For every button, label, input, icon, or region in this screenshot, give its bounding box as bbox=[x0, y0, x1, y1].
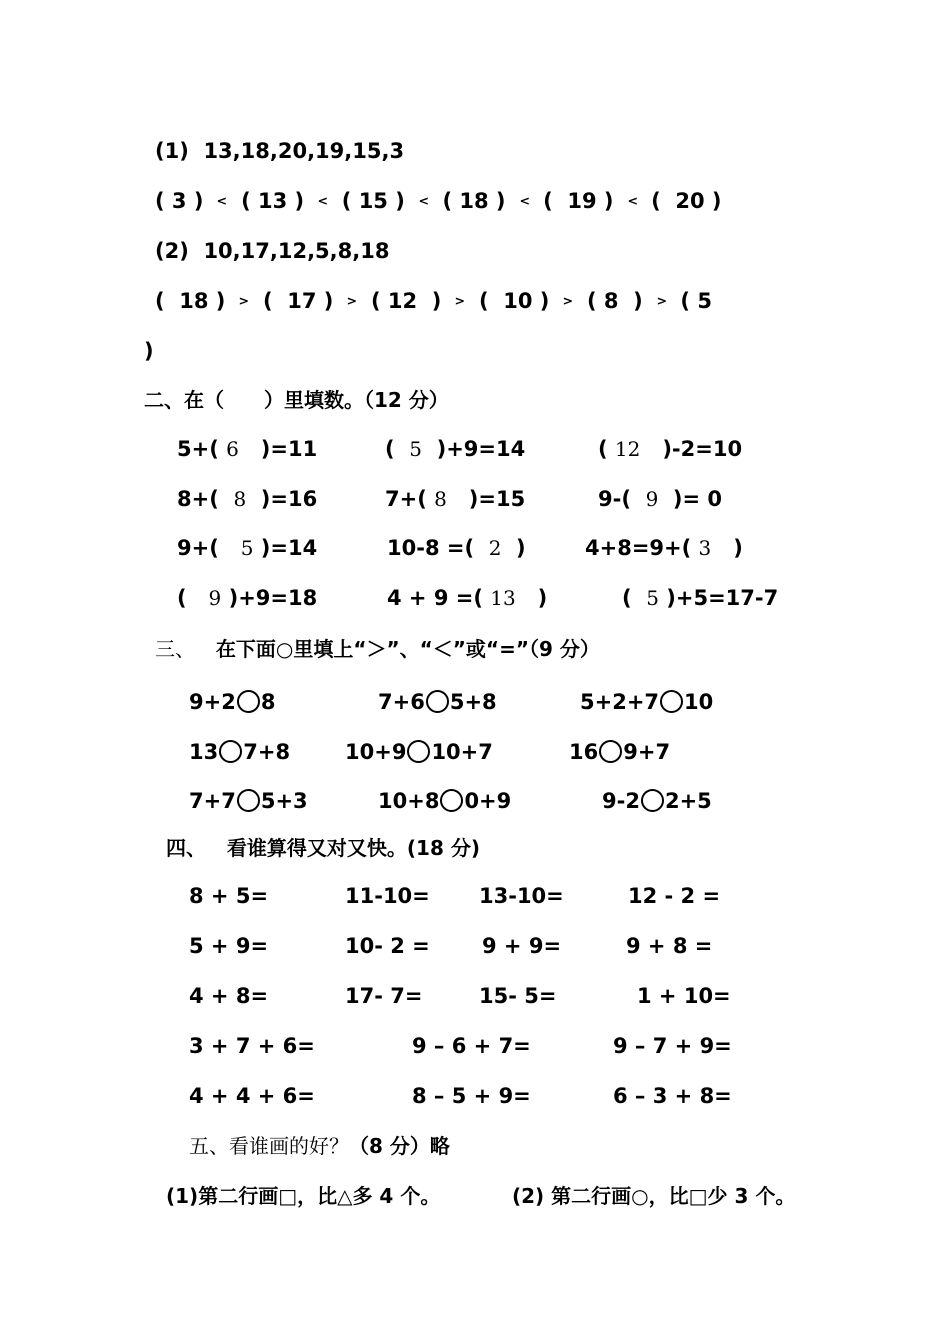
compare-1b: 7+6 5+8 bbox=[378, 690, 497, 714]
fill-row-4b: 4 + 9 =( 13 ) bbox=[387, 586, 548, 610]
compare-3c: 9-2 2+5 bbox=[602, 789, 712, 813]
fill-row-1c: ( 12 )-2=10 bbox=[598, 437, 743, 461]
compare-1a: 9+2 8 bbox=[189, 690, 276, 714]
blank-circle[interactable] bbox=[660, 690, 683, 713]
section5-title: 五、看谁画的好？（8 分）略 bbox=[189, 1134, 450, 1158]
compare-2b: 10+9 10+7 bbox=[345, 740, 493, 764]
fill-row-1b: ( 5 )+9=14 bbox=[385, 437, 526, 461]
q2-line: (2) 10,17,12,5,8,18 bbox=[155, 239, 390, 263]
calc-4a: 3 + 7 + 6= bbox=[189, 1034, 315, 1058]
calc-3a: 4 + 8= bbox=[189, 984, 269, 1008]
order-descending-row: ( 18 ) > ( 17 ) > ( 12 ) > ( 10 ) > ( 8 ) > ( 5 bbox=[155, 289, 712, 313]
order-ascending-row: ( 3 ) < ( 13 ) < ( 15 ) < ( 18 ) < ( 19 ) < ( 20 ) bbox=[155, 189, 722, 213]
section2-title: 二、在（ ）里填数。（12 分） bbox=[144, 388, 449, 412]
blank-circle[interactable] bbox=[237, 789, 260, 812]
calc-2c: 9 + 9= bbox=[482, 934, 562, 958]
calc-2b: 10- 2 = bbox=[345, 934, 430, 958]
calc-1a: 8 + 5= bbox=[189, 884, 269, 908]
calc-3d: 1 + 10= bbox=[637, 984, 731, 1008]
fill-row-2a: 8+( 8 )=16 bbox=[177, 487, 318, 511]
calc-1b: 11-10= bbox=[345, 884, 430, 908]
calc-3b: 17- 7= bbox=[345, 984, 423, 1008]
blank-circle[interactable] bbox=[237, 690, 260, 713]
compare-2a: 13 7+8 bbox=[189, 740, 291, 764]
calc-5c: 6 – 3 + 8= bbox=[613, 1084, 732, 1108]
blank-circle[interactable] bbox=[407, 740, 430, 763]
fill-row-1a: 5+( 6 )=11 bbox=[177, 437, 318, 461]
calc-4b: 9 – 6 + 7= bbox=[412, 1034, 531, 1058]
compare-2c: 16 9+7 bbox=[569, 740, 671, 764]
fill-row-2c: 9-( 9 )= 0 bbox=[598, 487, 723, 511]
calc-1c: 13-10= bbox=[479, 884, 564, 908]
compare-1c: 5+2+7 10 bbox=[580, 690, 714, 714]
fill-row-3c: 4+8=9+( 3 ) bbox=[585, 536, 743, 560]
fill-row-2b: 7+( 8 )=15 bbox=[385, 487, 526, 511]
blank-circle[interactable] bbox=[599, 740, 622, 763]
section3-title: 三、 在下面○里填上“＞”、“＜”或“=”（9 分） bbox=[155, 637, 600, 661]
section4-title: 四、 看谁算得又对又快。(18 分) bbox=[166, 836, 480, 860]
section5-item-2: (2) 第二行画○，比□少 3 个。 bbox=[512, 1184, 796, 1208]
calc-5a: 4 + 4 + 6= bbox=[189, 1084, 315, 1108]
fill-row-4c: ( 5 )+5=17-7 bbox=[622, 586, 779, 610]
calc-2d: 9 + 8 = bbox=[626, 934, 713, 958]
section5-item-1: (1)第二行画□，比△多 4 个。 bbox=[166, 1184, 441, 1208]
blank-circle[interactable] bbox=[641, 789, 664, 812]
calc-2a: 5 + 9= bbox=[189, 934, 269, 958]
blank-circle[interactable] bbox=[440, 789, 463, 812]
calc-4c: 9 – 7 + 9= bbox=[613, 1034, 732, 1058]
blank-circle[interactable] bbox=[426, 690, 449, 713]
q1-line: (1) 13,18,20,19,15,3 bbox=[155, 139, 405, 163]
calc-3c: 15- 5= bbox=[479, 984, 557, 1008]
calc-5b: 8 – 5 + 9= bbox=[412, 1084, 531, 1108]
calc-1d: 12 - 2 = bbox=[628, 884, 721, 908]
compare-3a: 7+7 5+3 bbox=[189, 789, 308, 813]
order-descending-row-wrap: ) bbox=[144, 339, 154, 363]
fill-row-3b: 10-8 =( 2 ) bbox=[387, 536, 526, 560]
fill-row-3a: 9+( 5 )=14 bbox=[177, 536, 318, 560]
blank-circle[interactable] bbox=[219, 740, 242, 763]
compare-3b: 10+8 0+9 bbox=[378, 789, 512, 813]
fill-row-4a: ( 9 )+9=18 bbox=[177, 586, 318, 610]
